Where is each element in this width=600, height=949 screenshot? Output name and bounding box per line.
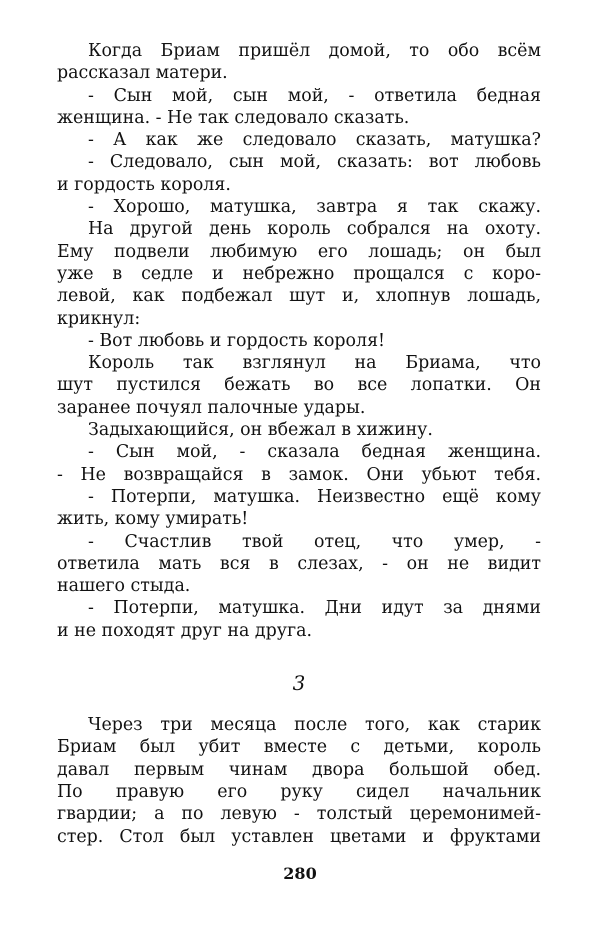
text-line: Когда Бриам пришёл домой, то обо всём xyxy=(88,41,541,61)
text-line: Король так взглянул на Бриама, что xyxy=(88,353,541,374)
text-line: женщина. - Не так следовало сказать. xyxy=(57,107,410,128)
text-line: заранее почуял палочные удары. xyxy=(57,397,366,418)
text-line: нашего стыда. xyxy=(57,576,191,597)
text-line: стер. Стол был уставлен цветами и фруктами xyxy=(57,826,541,847)
text-line: ответила мать вся в слезах, - он не видит xyxy=(57,553,541,574)
text-line: Задыхающийся, он вбежал в хижину. xyxy=(88,420,433,441)
page-body xyxy=(57,40,541,848)
text-line: - Вот любовь и гордость короля! xyxy=(88,330,386,351)
text-line: давал первым чинам двора большой обед. xyxy=(57,759,541,780)
text-line: - Следовало, сын мой, сказать: вот любовь xyxy=(88,152,541,173)
text-line: - Потерпи, матушка. Дни идут за днями xyxy=(88,598,541,619)
text-line: На другой день король собрался на охоту. xyxy=(88,219,541,240)
text-line: гвардии; а по левую - толстый церемонимей- xyxy=(57,804,541,825)
text-line: и гордость короля. xyxy=(57,174,231,195)
text-line: и не походят друг на друга. xyxy=(57,620,312,641)
text-line: уже в седле и небрежно прощался с коро- xyxy=(57,263,541,284)
section-number: 3 xyxy=(292,671,306,696)
text-line: - Сын мой, сын мой, - ответила бедная xyxy=(88,85,541,106)
text-line: - Не возвращайся в замок. Они убьют тебя. xyxy=(57,464,541,485)
text-line: шут пустился бежать во все лопатки. Он xyxy=(57,375,541,396)
text-line: крикнул: xyxy=(57,308,141,329)
text-line: Бриам был убит вместе с детьми, король xyxy=(57,737,541,758)
text-line: Через три месяца после того, как старик xyxy=(88,715,541,736)
text-line: Ему подвели любимую его лошадь; он был xyxy=(57,241,541,262)
text-line: жить, кому умирать! xyxy=(57,509,249,530)
text-line: левой, как подбежал шут и, хлопнув лошадь, xyxy=(57,286,541,307)
text-line: - А как же следовало сказать, матушка? xyxy=(88,130,541,151)
text-line: рассказал матери. xyxy=(57,63,228,84)
text-line: - Потерпи, матушка. Неизвестно ещё кому xyxy=(88,486,541,507)
page-number: 280 xyxy=(283,864,317,883)
text-line: - Счастлив твой отец, что умер, - xyxy=(88,531,541,552)
text-line: По правую его руку сидел начальник xyxy=(57,781,541,802)
text-line: - Сын мой, - сказала бедная женщина. xyxy=(88,442,541,463)
text-line: - Хорошо, матушка, завтра я так скажу. xyxy=(88,197,541,218)
